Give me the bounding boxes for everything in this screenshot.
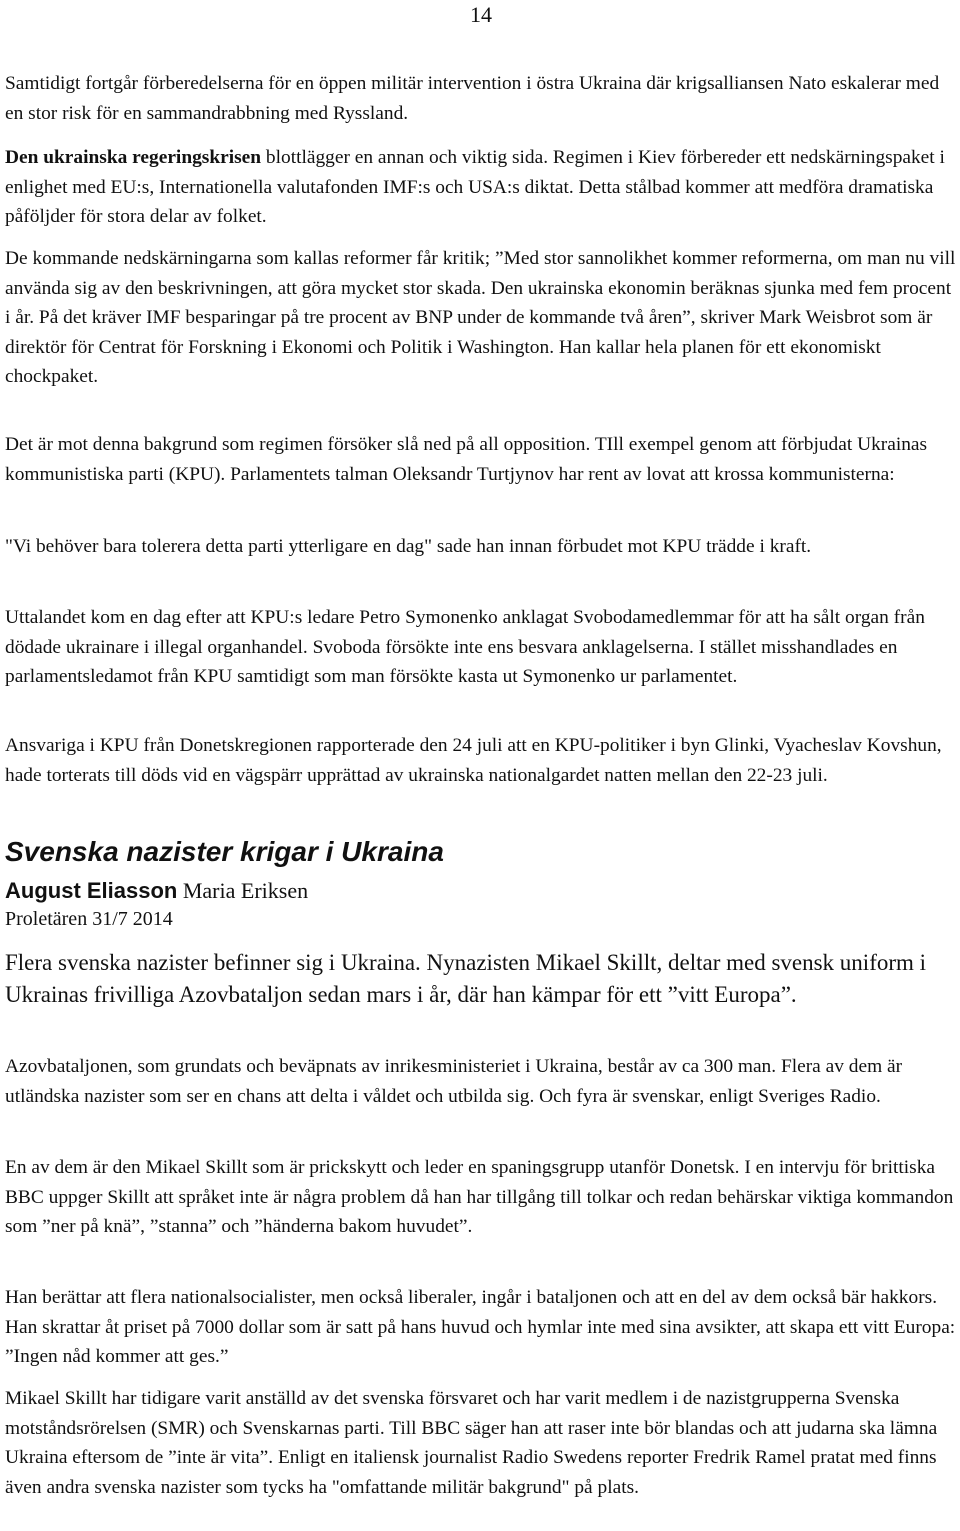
paragraph-quote: "Vi behöver bara tolerera detta parti ytterligare en dag" sade han innan förbudet mot KPU trädde i kraft. — [5, 536, 812, 557]
paragraph-symonenko: Uttalandet kom en dag efter att KPU:s ledare Petro Symonenko anklagat Svobodamedlemmar för att ha sålt organ från dödade ukrainare i illegal organhandel. Svoboda försökte inte ens besvara anklagelserna. I stället misshandlades en parlamentsledamot från KPU samtidigt som man försökte kasta ut Symonenko ur parlamentet. — [5, 607, 925, 688]
paragraph-donetsk: Ansvariga i KPU från Donetskregionen rapporterade den 24 juli att en KPU-politiker i byn Glinki, Vyacheslav Kovshun, hade torterats till döds vid en vägspärr upprättad av ukrainska nationalgardet natten mellan den 22-23 juli. — [5, 735, 942, 786]
co-author-name: Maria Eriksen — [177, 878, 309, 903]
paragraph-government-crisis — [5, 143, 957, 232]
paragraph-reforms: De kommande nedskärningarna som kallas reformer får kritik; ”Med stor sannolikhet kommer reformerna, om man nu vill använda sig av den beskrivningen, att göra mycket stor skada. Den ukrainska ekonomin beräknas sjunka med fem procent i år. På det kräver IMF besparingar på tre procent av BNP under de kommande två åren”, skriver Mark Weisbrot som är direktör för Centrat för Forskning i Ekonomi och Politik i Washington. Han kallar hela planen för ett ekonomiskt chockpaket. — [5, 248, 956, 388]
article-title: Svenska nazister krigar i Ukraina — [5, 836, 444, 867]
paragraph-skillt: En av dem är den Mikael Skillt som är prickskytt och leder en spaningsgrupp utanför Donetsk. I en intervju för brittiska BBC uppger Skillt att språket inte är några problem då han har tillgång till tolkar och redan behärskar viktiga kommandon som ”ner på knä”, ”stanna” och ”händerna bakom huvudet”. — [5, 1157, 954, 1238]
author-name: August Eliasson — [5, 878, 178, 903]
paragraph-azov: Azovbataljonen, som grundats och beväpnats av inrikesministeriet i Ukraina, består av ca 300 man. Flera av dem är utländska nazister som ser en chans att delta i våldet och utbilda sig. Och fyra är svenskar, enligt Sveriges Radio. — [5, 1056, 903, 1107]
paragraph-government-crisis-text: blottlägger en annan och viktig sida. Regimen i Kiev förbereder ett nedskärningspaket i enlighet med EU:s, Internationella valutafonden IMF:s och USA:s diktat. Detta stålbad kommer att medföra dramatiska påföljder för stora delar av folket. — [5, 147, 945, 228]
article-lead: Flera svenska nazister befinner sig i Ukraina. Nynazisten Mikael Skillt, deltar med svensk uniform i Ukrainas frivilliga Azovbataljon sedan mars i år, där han kämpar för ett ”vitt Europa”. — [5, 950, 927, 1007]
paragraph-opposition: Det är mot denna bakgrund som regimen försöker slå ned på all opposition. TIll exempel genom att förbjudat Ukrainas kommunistiska parti (KPU). Parlamentets talman Oleksandr Turtjynov har rent av lovat att krossa kommunisterna: — [5, 434, 928, 485]
page-number: 14 — [470, 2, 492, 27]
bold-lead-phrase: Den ukrainska regeringskrisen — [5, 147, 262, 168]
article-source: Proletären 31/7 2014 — [5, 908, 173, 930]
byline — [5, 877, 308, 905]
paragraph-nationalsocialists: Han berättar att flera nationalsocialister, men också liberaler, ingår i bataljonen och att en del av dem också bär hakkors. Han skrattar åt priset på 7000 dollar som är satt på hans huvud och hymlar inte med sina avsikter, att skapa ett vitt Europa: ”Ingen nåd kommer att ges.” — [5, 1287, 956, 1368]
paragraph-intervention: Samtidigt fortgår förberedelserna för en öppen militär intervention i östra Ukraina där krigsalliansen Nato eskalerar med en stor risk för en sammandrabbning med Ryssland. — [5, 73, 940, 124]
paragraph-background: Mikael Skillt har tidigare varit anställd av det svenska försvaret och har varit medlem i de nazistgrupperna Svenska motståndsrörelsen (SMR) och Svenskarnas parti. Till BBC säger han att raser inte bör blandas och att judarna ska lämna Ukraina eftersom de ”inte är vita”. Enligt en italiensk journalist Radio Swedens reporter Fredrik Ramel pratat med finns även andra svenska nazister som tycks ha "omfattande militär bakgrund" på plats. — [5, 1388, 938, 1498]
